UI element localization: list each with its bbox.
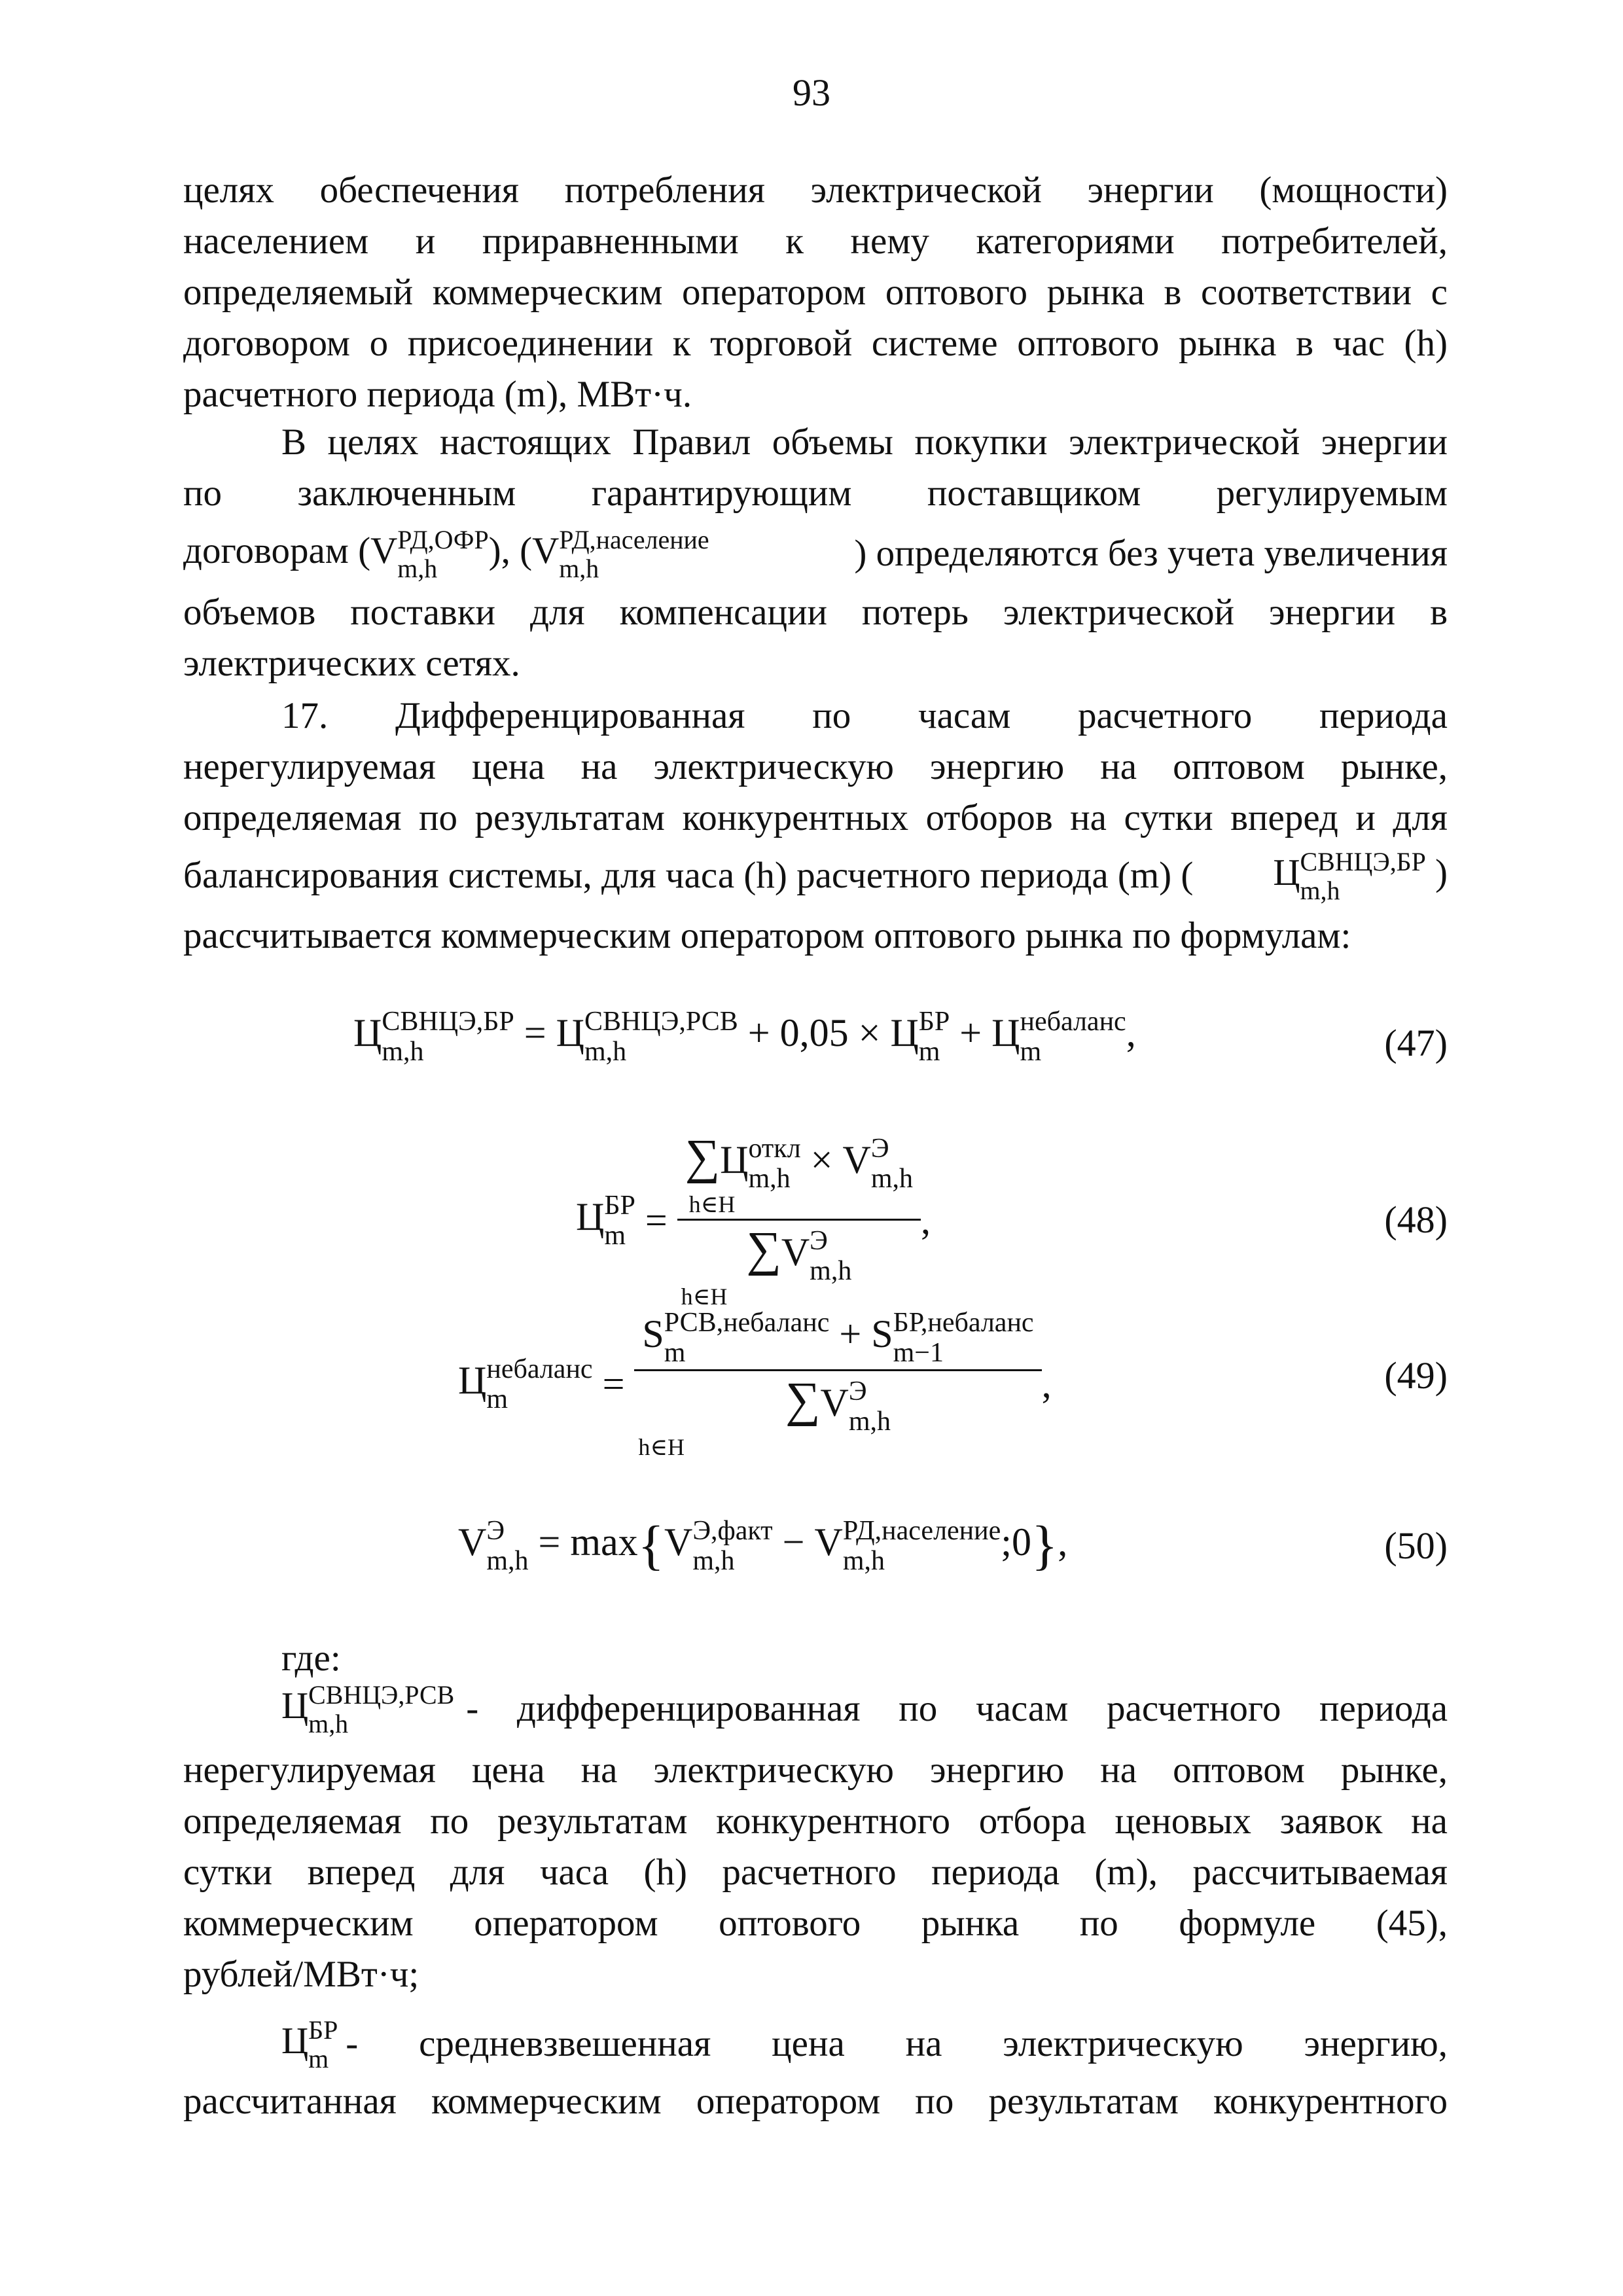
equation-number: (48) xyxy=(1384,1198,1448,1241)
text-line: договором о присоединении к торговой системе оптового рынка в час (h) xyxy=(183,323,1448,364)
definition-br-price xyxy=(183,2016,1448,2127)
text-line: целях обеспечения потребления электрической энергии (мощности) xyxy=(183,170,1448,211)
text-fragment: ) определяются без учета увеличения xyxy=(854,532,1448,574)
paragraph-volumes xyxy=(183,417,1448,689)
formula-47: Ц СВНЦЭ,БР m,h = Ц СВНЦЭ,РСВ m,h + 0,05 × Ц БР m + Ц небаланс m , xyxy=(353,1007,1136,1067)
formula-48: Ц БР m = ∑Ц откл m,h × V Э m,h h∈H ∑V Э m,h h∈H , xyxy=(576,1130,931,1310)
text-line-with-symbols xyxy=(183,526,1448,582)
text-line: нерегулируемая цена на электрическую энергию на оптовом рынке, xyxy=(183,746,1448,787)
text-line: объемов поставки для компенсации потерь электрической энергии в xyxy=(183,591,1448,633)
text-line: определяемая по результатам конкурентных отборов на сутки вперед и для xyxy=(183,797,1448,838)
formula-50: V Э m,h = max{V Э,факт m,h − V РД,население m,h ;0}, xyxy=(458,1515,1068,1576)
where-label: где: xyxy=(281,1638,341,1679)
text-line: по заключенным гарантирующим поставщиком регулируемым xyxy=(183,473,1448,514)
paragraph-item-17 xyxy=(183,691,1448,961)
equation-number: (49) xyxy=(1384,1354,1448,1397)
equation-number: (47) xyxy=(1384,1022,1448,1064)
formula-symbol: V РД,население m,h xyxy=(532,525,709,583)
paragraph-continuation xyxy=(183,165,1448,420)
text-line: нерегулируемая цена на электрическую энергию на оптовом рынке, xyxy=(183,1749,1448,1791)
text-line: определяемая по результатам конкурентного отбора ценовых заявок на xyxy=(183,1800,1448,1842)
text-line: электрических сетях. xyxy=(183,642,520,684)
text-line: сутки вперед для часа (h) расчетного периода (m), рассчитываемая xyxy=(183,1851,1448,1893)
text-fragment: договорам ( xyxy=(183,530,371,571)
formula-symbol: V РД,ОФР m,h xyxy=(370,525,489,583)
text-line-with-symbols: Ц СВНЦЭ,РСВ m,h - дифференцированная по часам расчетного периода xyxy=(281,1680,1448,1738)
text-line: В целях настоящих Правил объемы покупки электрической энергии xyxy=(281,422,1448,463)
formula-49: Ц небаланс m = S РСВ,небаланс m + S БР,небаланс m−1 ∑V Э m,h h∈H , xyxy=(458,1308,1052,1461)
definition-rsv-price xyxy=(183,1681,1448,2000)
text-line-with-symbols: балансирования системы, для часа (h) расчетного периода (m) ( Ц СВНЦЭ,БР m,h ) xyxy=(183,847,1448,905)
equation-number: (50) xyxy=(1384,1524,1448,1567)
text-line: 17. Дифференцированная по часам расчетного периода xyxy=(281,695,1448,736)
text-line: рассчитывается коммерческим оператором оптового рынка по формулам: xyxy=(183,914,1351,956)
formula-symbol: Ц СВНЦЭ,БР m,h xyxy=(1273,847,1426,905)
page-number: 93 xyxy=(793,71,830,114)
text-line: рублей/МВт·ч; xyxy=(183,1953,419,1995)
text-line: определяемый коммерческим оператором оптового рынка в соответствии с xyxy=(183,272,1448,313)
text-fragment: балансирования системы, для часа (h) расчетного периода (m) ( xyxy=(183,854,1194,896)
text-fragment: ), ( xyxy=(488,530,533,571)
text-line: рассчитанная коммерческим оператором по результатам конкурентного xyxy=(183,2080,1448,2122)
text-line-with-symbols: Ц БР m - средневзвешенная цена на электрическую энергию, xyxy=(281,2015,1448,2073)
text-line: коммерческим оператором оптового рынка по формуле (45), xyxy=(183,1902,1448,1944)
formula-symbol: Ц БР m xyxy=(281,2015,338,2073)
formula-symbol: Ц СВНЦЭ,РСВ m,h xyxy=(281,1680,455,1738)
text-line: расчетного периода (m), МВт·ч. xyxy=(183,374,692,415)
text-line: населением и приравненными к нему категориями потребителей, xyxy=(183,221,1448,262)
